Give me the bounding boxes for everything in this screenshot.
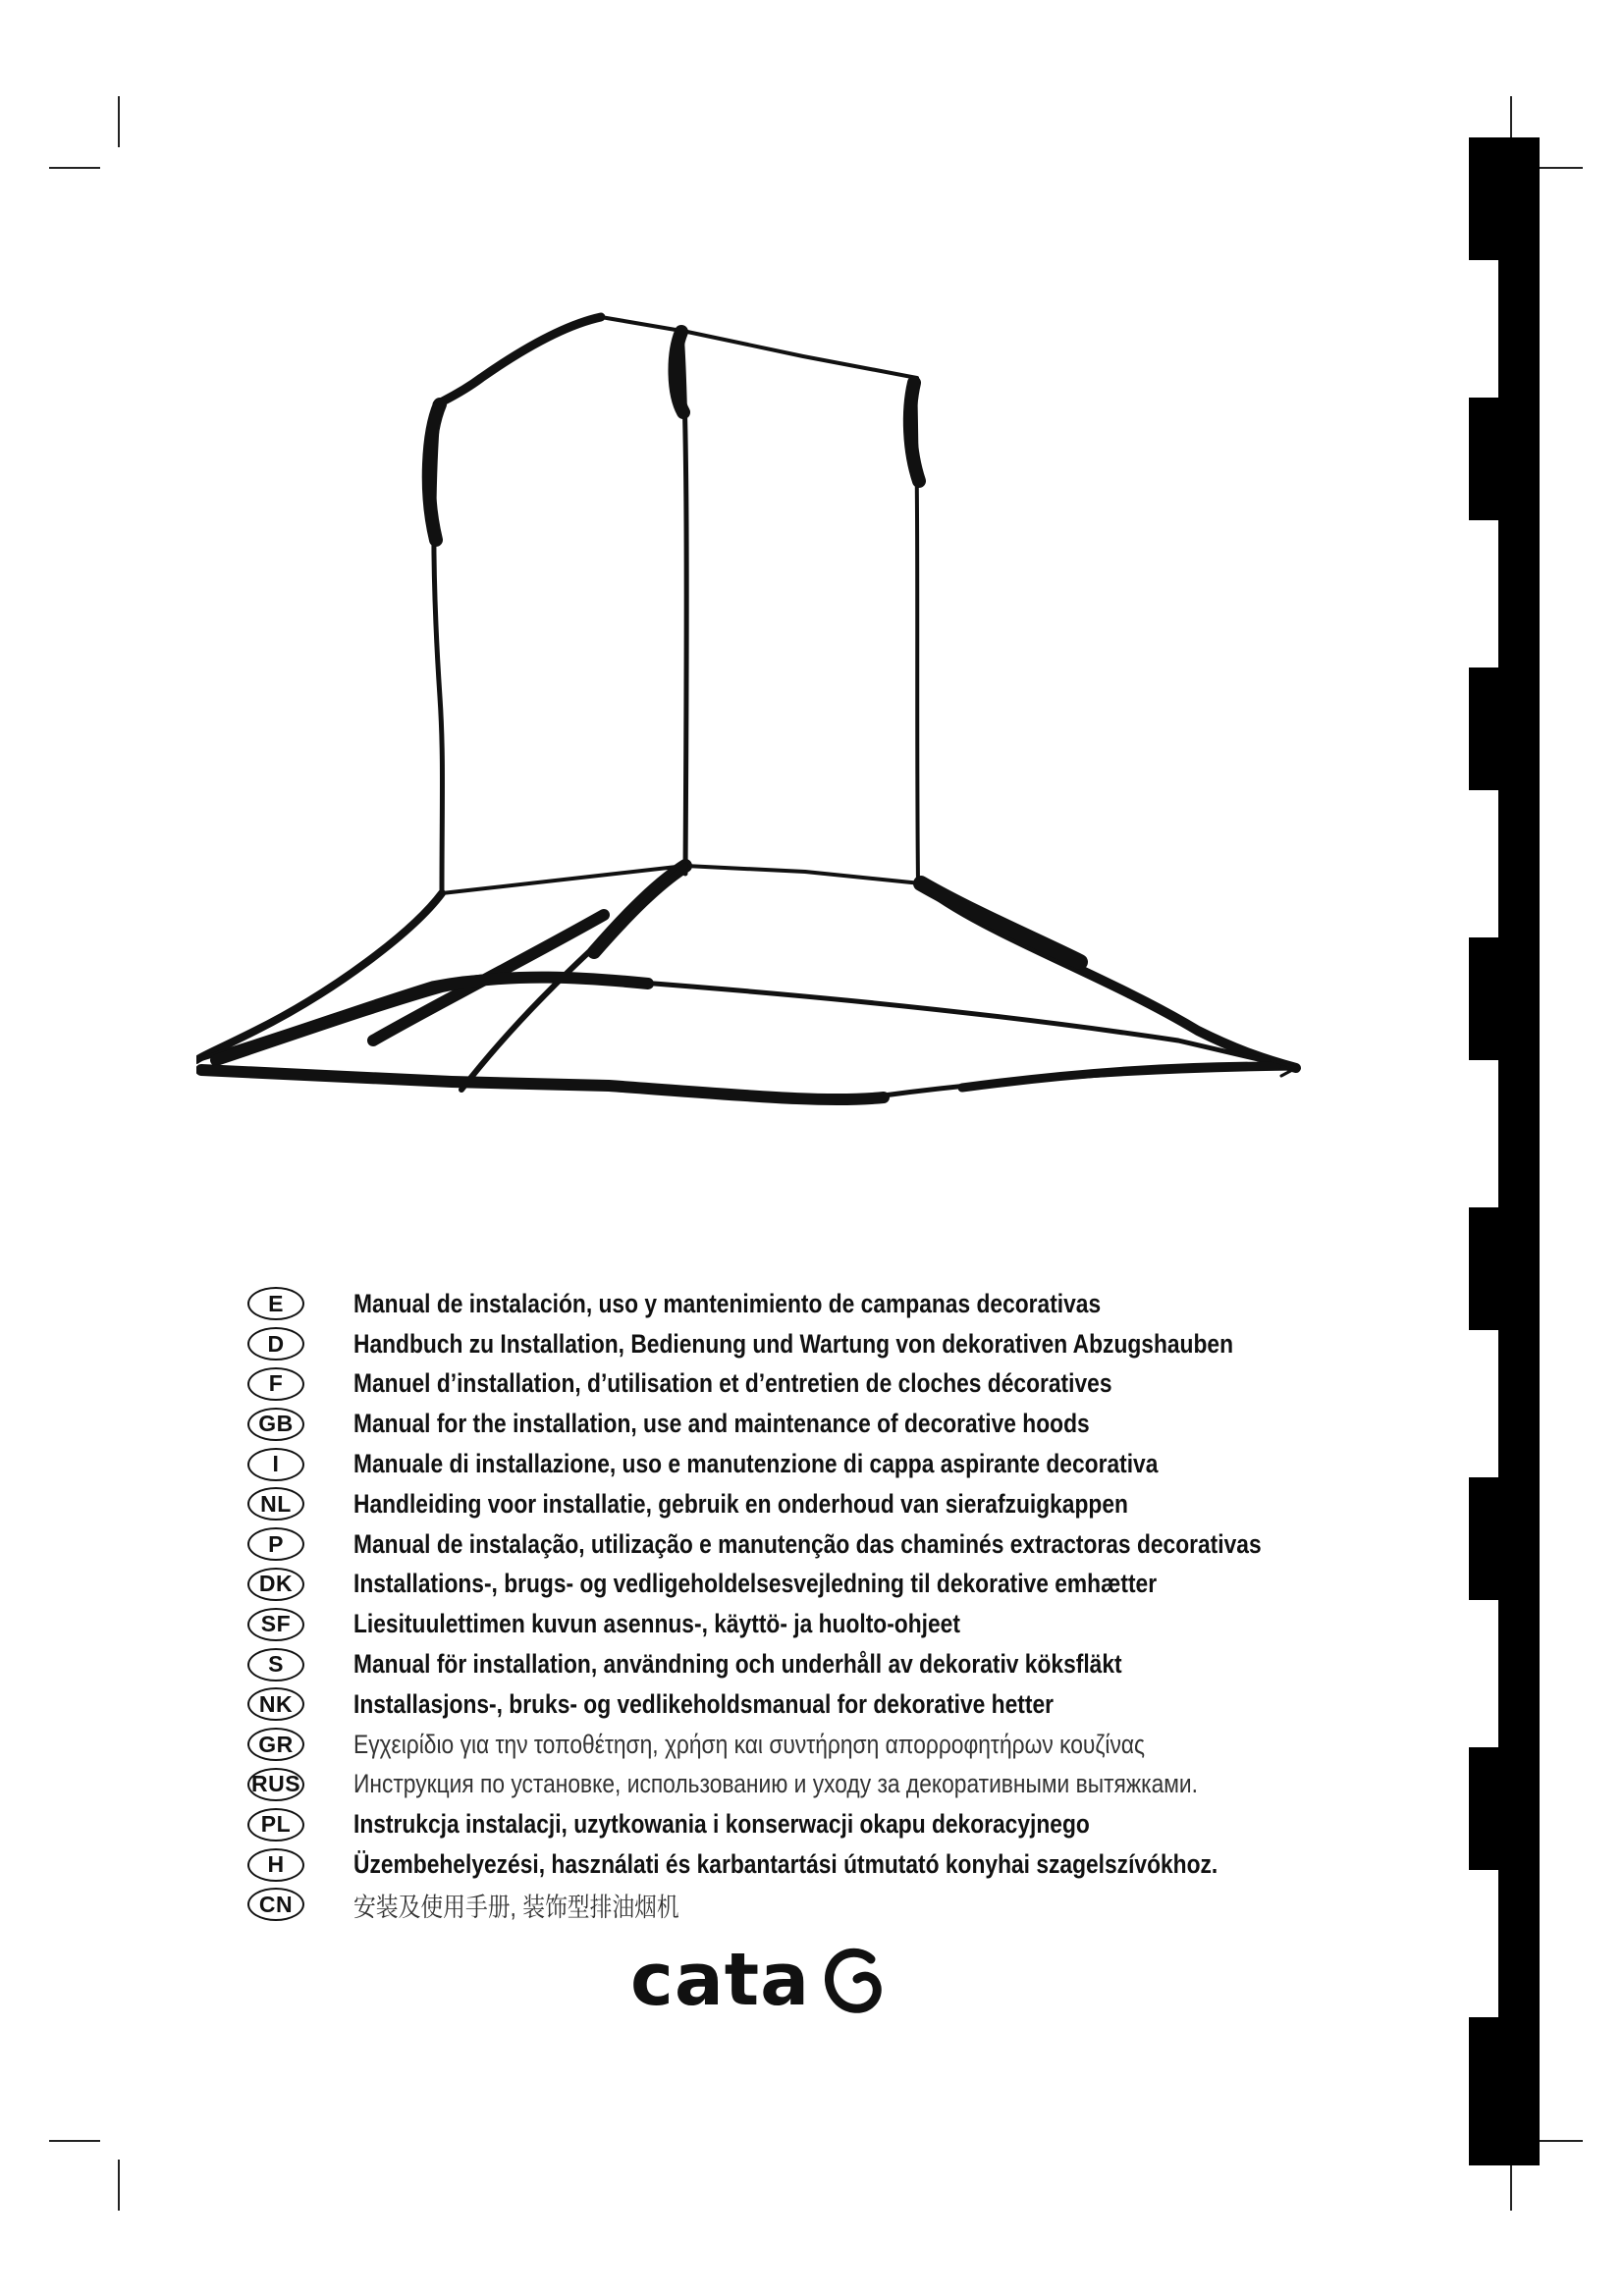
crop-mark-top-left-horizontal [49,167,100,169]
language-row-i [247,1444,1377,1484]
language-code-badge: NK [247,1687,304,1721]
language-title-list [247,1284,1377,1925]
language-row-d [247,1324,1377,1364]
language-row-s [247,1644,1377,1684]
language-code-badge: DK [247,1568,304,1601]
manual-title-french: Manuel d’installation, d’utilisation et d’entretien de cloches décoratives [353,1368,1112,1399]
language-row-nk [247,1684,1377,1725]
language-code-badge: GB [247,1408,304,1441]
language-row-e [247,1284,1377,1324]
language-row-f [247,1364,1377,1405]
crop-mark-top-left-vertical [118,96,120,147]
language-code-badge: F [247,1367,304,1401]
language-row-h [247,1844,1377,1885]
logo-swirl-icon [822,1946,885,2014]
language-code-badge: PL [247,1808,304,1842]
cata-logo [630,1938,885,2022]
manual-title-swedish: Manual för installation, användning och underhåll av dekorativ köksfläkt [353,1649,1122,1680]
crop-mark-bottom-right-vertical [1510,2160,1512,2211]
manual-title-finnish: Liesituulettimen kuvun asennus-, käyttö- ja huolto-ohjeet [353,1609,960,1639]
manual-title-spanish: Manual de instalación, uso y mantenimiento de campanas decorativas [353,1288,1102,1318]
manual-title-hungarian: Üzembehelyezési, használati és karbantartási útmutató konyhai szagelszívókhoz. [353,1849,1218,1880]
language-row-dk [247,1565,1377,1605]
manual-title-dutch: Handleiding voor installatie, gebruik en onderhoud van sierafzuigkappen [353,1488,1128,1519]
manual-title-german: Handbuch zu Installation, Bedienung und Wartung von dekorativen Abzugshauben [353,1328,1233,1359]
language-code-badge: S [247,1648,304,1682]
language-code-badge: H [247,1848,304,1882]
language-row-nl [247,1484,1377,1524]
language-code-badge: D [247,1327,304,1361]
manual-title-greek: Εγχειρίδιο για την τοποθέτηση, χρήση και συντήρηση απορροφητήρων κουζίνας [353,1729,1146,1759]
manual-title-polish: Instrukcja instalacji, uzytkowania i konserwacji okapu dekoracyjnego [353,1809,1090,1840]
thumb-index-strip [1469,137,1540,2165]
language-row-sf [247,1604,1377,1644]
language-code-badge: SF [247,1608,304,1641]
cooker-hood-illustration [196,285,1355,1247]
language-row-gr [247,1725,1377,1765]
manual-title-english: Manual for the installation, use and maintenance of decorative hoods [353,1409,1090,1439]
language-code-badge: P [247,1527,304,1561]
language-code-badge: GR [247,1728,304,1761]
manual-title-chinese: 安装及使用手册, 装饰型排油烟机 [353,1892,679,1922]
logo-wordmark: cata [630,1938,811,2022]
language-code-badge: I [247,1448,304,1481]
language-code-badge: NL [247,1487,304,1521]
crop-mark-bottom-left-vertical [118,2160,120,2211]
language-code-badge: CN [247,1888,304,1921]
language-row-gb [247,1404,1377,1444]
language-code-badge: E [247,1287,304,1320]
language-row-p [247,1524,1377,1565]
manual-title-russian: Инструкция по установке, использованию и уходу за декоративными вытяжками. [353,1769,1198,1799]
manual-title-norwegian: Installasjons-, bruks- og vedlikeholdsmanual for dekorative hetter [353,1688,1055,1719]
language-row-cn [247,1885,1377,1925]
language-row-pl [247,1804,1377,1844]
language-code-badge: RUS [247,1768,304,1801]
manual-title-italian: Manuale di installazione, uso e manutenzione di cappa aspirante decorativa [353,1449,1159,1479]
manual-title-danish: Installations-, brugs- og vedligeholdelsesvejledning til dekorative emhætter [353,1569,1158,1599]
manual-title-portuguese: Manual de instalação, utilização e manutenção das chaminés extractoras decorativas [353,1528,1262,1559]
language-row-rus [247,1765,1377,1805]
crop-mark-bottom-left-horizontal [49,2140,100,2142]
